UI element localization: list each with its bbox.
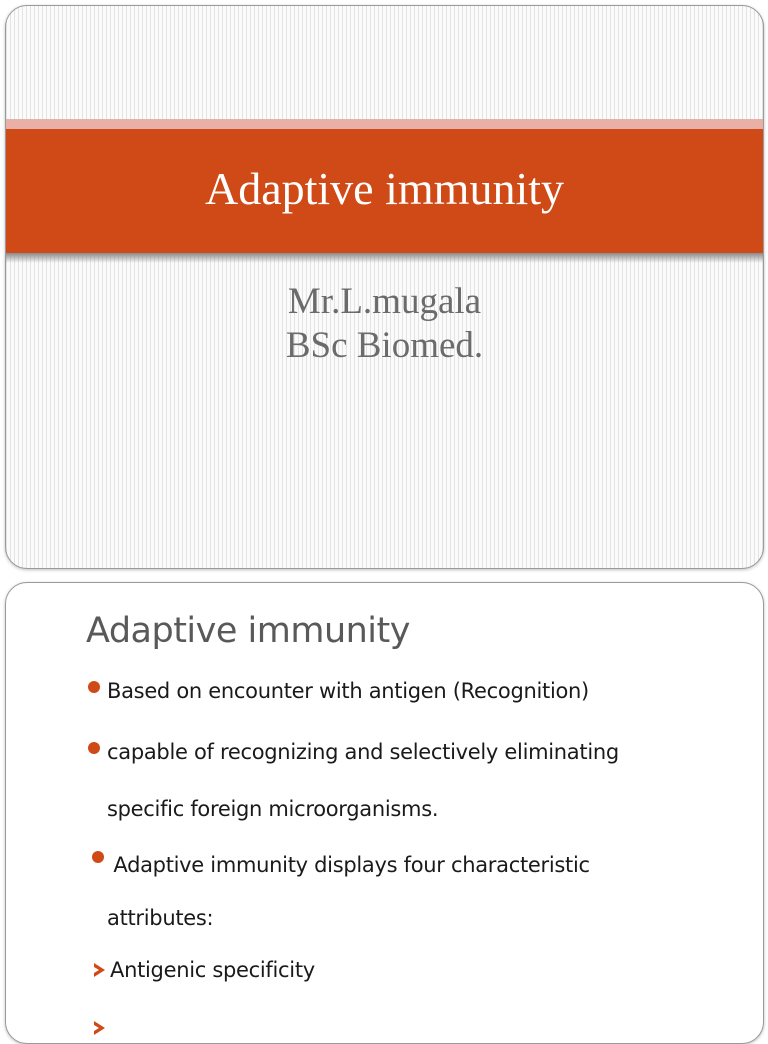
arrow-bullet-icon [94,963,105,977]
title-slide [5,5,764,569]
arrow-bullet-icon [94,1021,105,1035]
sub-bullet-item: Antigenic specificity [110,958,315,982]
content-slide-title: Adaptive immunity [86,611,410,651]
content-slide [5,582,764,1044]
bullet-item: Based on encounter with antigen (Recognition) [107,679,589,703]
bullet-item-continuation: attributes: [107,906,214,930]
author-name: Mr.L.mugala [287,281,482,322]
bullet-item: capable of recognizing and selectively eliminating [107,740,619,764]
title-band-accent-strip [6,119,763,129]
bullet-item: Adaptive immunity displays four characteristic [107,853,590,877]
slide-subtitle [6,280,763,368]
title-band-shadow [6,253,763,263]
bullet-dot-icon [92,851,104,863]
slide-title: Adaptive immunity [204,162,564,214]
title-band [6,129,763,253]
bullet-dot-icon [88,742,100,754]
bullet-item-continuation: specific foreign microorganisms. [107,797,439,821]
bullet-dot-icon [88,681,100,693]
author-degree: BSc Biomed. [285,325,484,366]
